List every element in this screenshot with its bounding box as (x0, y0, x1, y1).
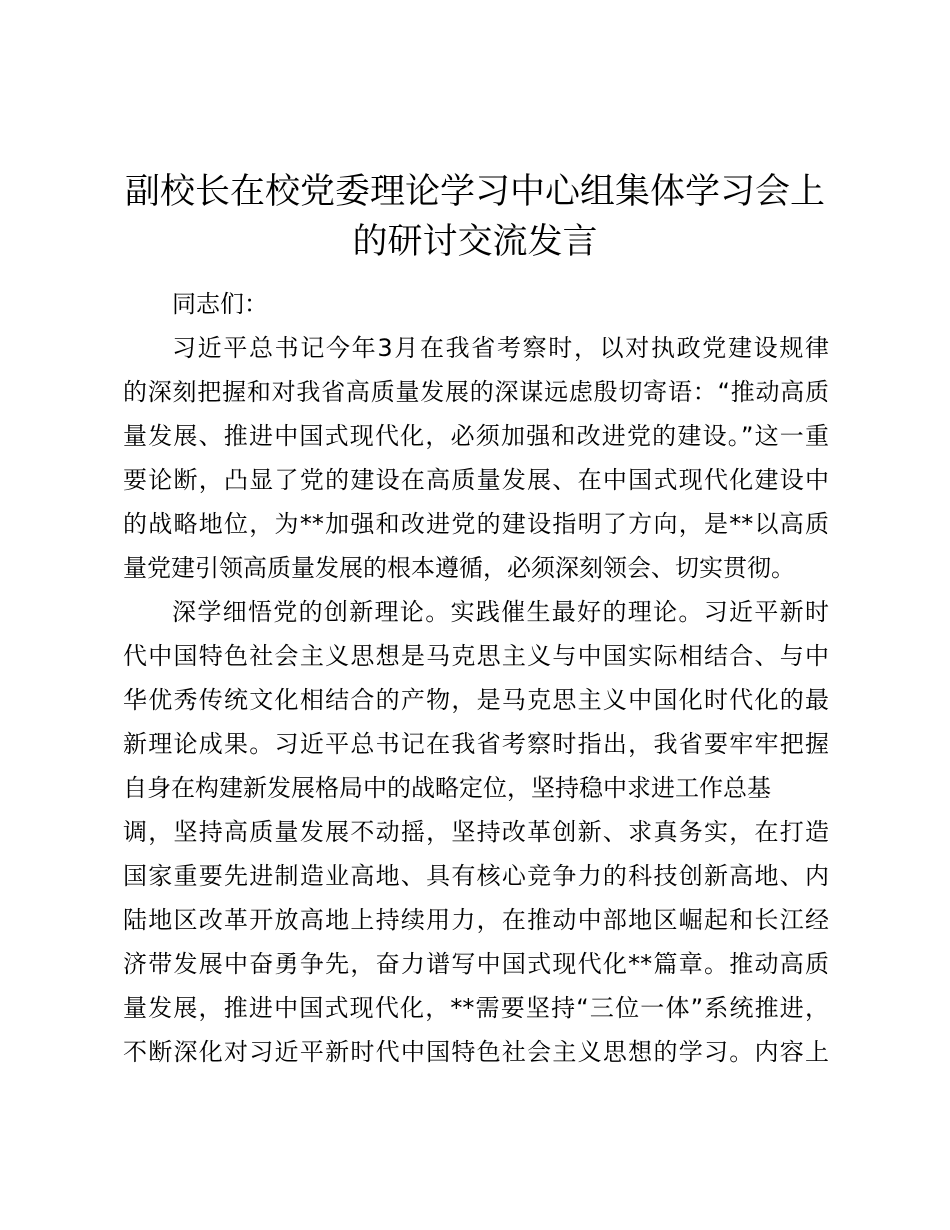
paragraph-2-line-5: 自身在构建新发展格局中的战略定位，坚持稳中求进工作总基 (123, 774, 771, 802)
paragraph-1-line-1: 习近平总书记今年3月在我省考察时，以对执政党建设规律 (172, 334, 829, 362)
paragraph-2-line-3: 华优秀传统文化相结合的产物，是马克思主义中国化时代化的最 (123, 686, 829, 714)
paragraph-2-line-10: 量发展，推进中国式现代化，**需要坚持“三位一体”系统推进， (123, 994, 829, 1022)
paragraph-2-line-1: 深学细悟党的创新理论。实践催生最好的理论。习近平新时 (172, 598, 829, 626)
salutation: 同志们： (172, 290, 268, 318)
paragraph-1-line-3: 量发展、推进中国式现代化，必须加强和改进党的建设。”这一重 (123, 422, 829, 450)
paragraph-1-line-6: 量党建引领高质量发展的根本遵循，必须深刻领会、切实贯彻。 (123, 554, 795, 582)
paragraph-1-line-2: 的深刻把握和对我省高质量发展的深谋远虑殷切寄语：“推动高质 (123, 378, 829, 406)
document-title-line-1: 副校长在校党委理论学习中心组集体学习会上 (124, 172, 825, 212)
paragraph-1-line-5: 的战略地位，为**加强和改进党的建设指明了方向，是**以高质 (123, 510, 829, 538)
paragraph-2-line-6: 调，坚持高质量发展不动摇，坚持改革创新、求真务实，在打造 (123, 818, 829, 846)
paragraph-2-line-2: 代中国特色社会主义思想是马克思主义与中国实际相结合、与中 (123, 642, 829, 670)
document-title-line-2: 的研讨交流发言 (352, 222, 598, 262)
paragraph-2-line-9: 济带发展中奋勇争先，奋力谱写中国式现代化**篇章。推动高质 (123, 950, 829, 978)
paragraph-1-line-4: 要论断，凸显了党的建设在高质量发展、在中国式现代化建设中 (123, 466, 829, 494)
paragraph-2-line-11: 不断深化对习近平新时代中国特色社会主义思想的学习。内容上 (123, 1038, 829, 1066)
paragraph-2-line-7: 国家重要先进制造业高地、具有核心竞争力的科技创新高地、内 (123, 862, 829, 890)
paragraph-2-line-8: 陆地区改革开放高地上持续用力，在推动中部地区崛起和长江经 (123, 906, 829, 934)
paragraph-2-line-4: 新理论成果。习近平总书记在我省考察时指出，我省要牢牢把握 (123, 730, 829, 758)
